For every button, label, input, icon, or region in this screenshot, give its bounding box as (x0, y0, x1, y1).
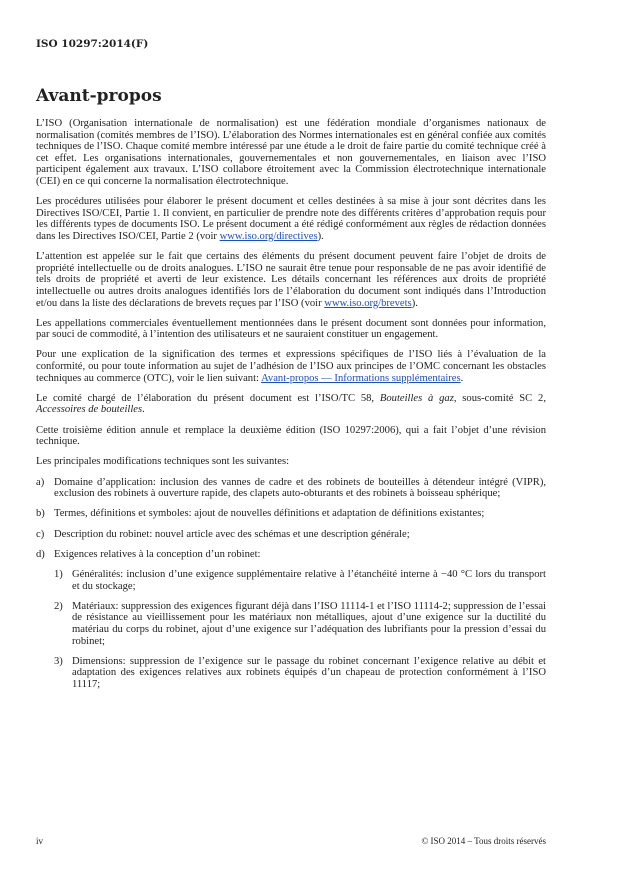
page-number: iv (36, 836, 44, 846)
committee-title: Bouteilles à gaz (379, 392, 454, 404)
page-title: Avant-propos (36, 86, 162, 106)
directives-link[interactable]: www.iso.org/directives (219, 230, 318, 242)
list-marker: c) (36, 528, 45, 540)
copyright: © ISO 2014 – Tous droits réservés (421, 836, 546, 846)
paragraph-text: , sous-comité SC 2, (453, 392, 546, 404)
list-text: Termes, définitions et symboles: ajout de nouvelles définitions et adaptation de définitions existantes; (54, 508, 485, 520)
list-text: Généralités: inclusion d’une exigence supplémentaire relative à l’étanchéité interne à −40 °C lors du transport et du stockage; (72, 568, 546, 592)
list-marker: a) (36, 476, 45, 488)
list-text: Description du robinet: nouvel article avec des schémas et une description générale; (54, 528, 410, 540)
paragraph-procedures (36, 196, 546, 242)
list-item (36, 508, 546, 520)
paragraph-trade-names: Les appellations commerciales éventuellement mentionnées dans le présent document sont données pour information, par souci de commodité, à l’intention des utilisateurs et ne sauraient constituer un engagement. (36, 317, 546, 341)
paragraph-edition: Cette troisième édition annule et remplace la deuxième édition (ISO 10297:2006), qui a fait l’objet d’une révision technique. (36, 424, 546, 448)
list-text: Exigences relatives à la conception d’un robinet: (54, 548, 261, 560)
list-text: Dimensions: suppression de l’exigence sur le passage du robinet concernant l’exigence relative au débit et adaptation des exigences relatives aux robinets équipés d’un chapeau de protection conformément à l’ISO 11117; (72, 655, 546, 690)
paragraph-changes-intro: Les principales modifications techniques sont les suivantes: (36, 456, 290, 468)
sublist-item (54, 656, 546, 691)
list-marker: 3) (54, 655, 63, 667)
sublist-item (54, 601, 546, 647)
foreword-info-link[interactable]: Avant-propos — Informations supplémentaires (261, 372, 461, 384)
subcommittee-title: Accessoires de bouteilles (36, 404, 143, 416)
paragraph-committee (36, 393, 546, 416)
paragraph-conformity (36, 349, 546, 384)
sublist-item (54, 569, 546, 592)
page-footer (36, 836, 546, 846)
list-marker: d) (36, 548, 45, 560)
list-marker: 2) (54, 600, 63, 612)
list-marker: b) (36, 508, 45, 520)
document-id: ISO 10297:2014(F) (36, 38, 149, 50)
paragraph-text: ). (317, 230, 324, 242)
paragraph-patents (36, 251, 546, 309)
paragraph-text: ). (411, 297, 418, 309)
document-body (36, 118, 546, 699)
paragraph-text: . (142, 404, 145, 416)
paragraph-text: Les procédures utilisées pour élaborer le présent document et celles destinées à sa mise à jour sont décrites dans les Directives ISO/CEI, Partie 1. Il convient, en particulier de prendre note des différents critères d’approbation requis pour les différents types de documents ISO. Le présent document a été rédigé conformément aux règles de rédaction données dans les Directives ISO/CEI, Partie 2 (voir (36, 196, 546, 242)
paragraph-text: Le comité chargé de l’élaboration du présent document est l’ISO/TC 58, (36, 392, 380, 404)
paragraph-text: . (460, 372, 464, 384)
paragraph-text: L’attention est appelée sur le fait que certains des éléments du présent document peuvent faire l’objet de droits de propriété intellectuelle ou de droits analogues. L’ISO ne saurait être tenue pour responsable de ne pas avoir identifié de tels droits de propriété et averti de leur existence. Les détails concernant les références aux droits de propriété intellectuelle ou autres droits analogues identifiés lors de l’élaboration du document sont indiqués dans l’Introduction et/ou dans la liste des déclarations de brevets reçues par l’ISO (voir (36, 251, 546, 309)
list-marker: 1) (54, 568, 63, 580)
list-text: Matériaux: suppression des exigences figurant déjà dans l’ISO 11114-1 et l’ISO 11114-2; suppression de l’essai de résistance au vieillissement pour les matériaux non métalliques, ajout d’une exigence sur la ductilité du matériau du corps du robinet, ajout d’une exigence sur l’adéquation des lubrifiants pour la pression d’essai du robinet; (72, 600, 546, 647)
paragraph-iso-intro: L’ISO (Organisation internationale de normalisation) est une fédération mondiale d’organismes nationaux de normalisation (comités membres de l’ISO). L’élaboration des Normes internationales est en général confiée aux comités techniques de l’ISO. Chaque comité membre intéressé par une étude a le droit de faire partie du comité technique créé à cet effet. Les organisations internationales, gouvernementales et non gouvernementales, en liaison avec l’ISO participent également aux travaux. L’ISO collabore étroitement avec la Commission électrotechnique internationale (CEI) en ce qui concerne la normalisation électrotechnique. (36, 118, 546, 187)
list-text: Domaine d’application: inclusion des vannes de cadre et des robinets de bouteilles à détendeur intégré (VIPR), exclusion des robinets à ouverture rapide, des clapets auto-obturants et des robinets à boisseau sphérique; (54, 476, 546, 500)
list-item (36, 477, 546, 500)
list-item (36, 529, 546, 541)
list-item (36, 549, 546, 561)
paragraph-text: Pour une explication de la signification des termes et expressions spécifiques de l’ISO liés à l’évaluation de la conformité, ou pour toute information au sujet de l’adhésion de l’ISO aux principes de l’OMC concernant les obstacles techniques au commerce (OTC), voir le lien suivant: (36, 349, 546, 384)
patents-link[interactable]: www.iso.org/brevets (324, 297, 412, 309)
